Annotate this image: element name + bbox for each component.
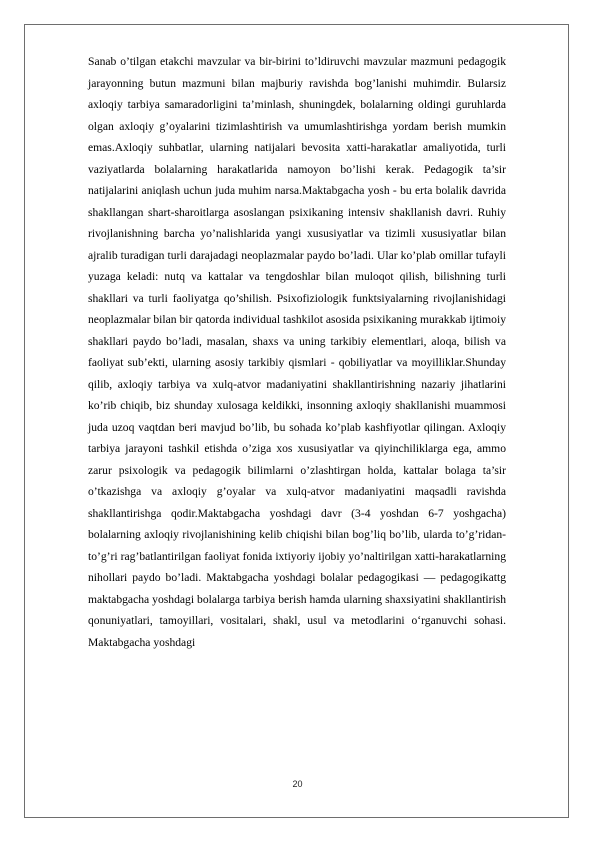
- page-number: 20: [292, 779, 303, 789]
- body-paragraph: Sanab o’tilgan etakchi mavzular va bir-birini to’ldiruvchi mavzular mazmuni pedagogik jarayonning butun mazmuni bilan majburiy ravishda bog’lanishi muhimdir. Bularsiz axloqiy tarbiya samaradorligini ta’minlash, shuningdek, bolalarning oldingi guruhlarda olgan axloqiy g’oyalarini tizimlashtirish va umumlashtirishga yordam berish mumkin emas.Axloqiy suhbatlar, ularning natijalari bevosita xatti-harakatlar amaliyotida, turli vaziyatlarda bolalarning harakatlarida namoyon bo’lishi kerak. Pedagogik ta’sir natijalarini aniqlash uchun juda muhim narsa.Maktabgacha yosh - bu erta bolalik davrida shakllangan shart-sharoitlarga asoslangan psixikaning intensiv shakllanish davri. Ruhiy rivojlanishning barcha yo’nalishlarida yangi xususiyatlar va tizimli xususiyatlar bilan ajralib turadigan turli darajadagi neoplazmalar paydo bo’ladi. Ular ko’plab omillar tufayli yuzaga keladi: nutq va kattalar va tengdoshlar bilan muloqot qilish, bilishning turli shakllari va turli faoliyatga qo’shilish. Psixofiziologik funktsiyalarning rivojlanishidagi neoplazmalar bilan bir qatorda individual tashkilot asosida psixikaning murakkab ijtimoiy shakllari paydo bo’ladi, masalan, shaxs va uning tarkibiy elementlari, aloqa, bilish va faoliyat sub’ekti, ularning asosiy tarkibiy qismlari - qobiliyatlar va moyilliklar.Shunday qilib, axloqiy tarbiya va xulq-atvor madaniyatini shakllantirishning nazariy jihatlarini ko’rib chiqib, biz shunday xulosaga keldikki, insonning axloqiy shakllanishi muammosi juda uzoq vaqtdan beri mavjud bo’lib, bu sohada ko’plab kashfiyotlar qilingan. Axloqiy tarbiya jarayoni tashkil etishda o’ziga xos xususiyatlar va qiyinchiliklarga ega, ammo zarur psixologik va pedagogik bilimlarni o’zlashtirgan holda, kattalar bolaga ta’sir o’tkazishga va axloqiy g’oyalar va xulq-atvor madaniyatini maqsadli ravishda shakllantirishga qodir.Maktabgacha yoshdagi davr (3-4 yoshdan 6-7 yoshgacha) bolalarning axloqiy rivojlanishining kelib chiqishi bilan bog’liq bo’lib, ularda to’g’ridan-to’g’ri rag’batlantirilgan faoliyat fonida ixtiyoriy ijobiy yo’naltirilgan xatti-harakatlarning nihollari paydo bo’ladi. Maktabgacha yoshdagi bolalar pedagogikasi — pedagogikattg maktabgacha yoshdagi bolalarga tarbiya berish hamda ularning shaxsiyatini shakllantirish qonuniyatlari, tamoyillari, vositalari, shakl, usul va metodlarini o‘rganuvchi sohasi. Maktabgacha yoshdagi: [88, 55, 506, 649]
